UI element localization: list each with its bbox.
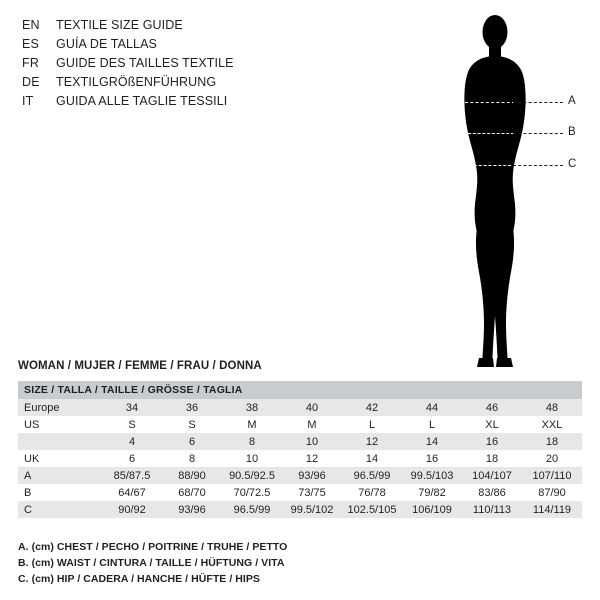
row-label-europe: Europe xyxy=(18,399,102,416)
language-text-it: GUIDA ALLE TAGLIE TESSILI xyxy=(56,94,228,108)
cell: 87/90 xyxy=(522,484,582,501)
row-label-uk: UK xyxy=(18,450,102,467)
cell: 96.5/99 xyxy=(222,501,282,518)
cell: 16 xyxy=(402,450,462,467)
cell: 44 xyxy=(402,399,462,416)
section-title-woman: WOMAN / MUJER / FEMME / FRAU / DONNA xyxy=(18,360,262,372)
language-code-it: IT xyxy=(22,94,34,108)
language-row-de xyxy=(22,75,352,94)
size-table xyxy=(18,381,582,518)
cell: 42 xyxy=(342,399,402,416)
cell: 10 xyxy=(282,433,342,450)
table-row xyxy=(18,433,582,450)
cell: S xyxy=(162,416,222,433)
note-b: B. (cm) WAIST / CINTURA / TAILLE / HÜFTUNG / VITA xyxy=(18,557,285,569)
cell: 48 xyxy=(522,399,582,416)
cell: S xyxy=(102,416,162,433)
table-row xyxy=(18,450,582,467)
language-row-fr xyxy=(22,56,352,75)
cell: L xyxy=(402,416,462,433)
language-code-de: DE xyxy=(22,75,40,89)
cell: 64/67 xyxy=(102,484,162,501)
language-text-en: TEXTILE SIZE GUIDE xyxy=(56,18,183,32)
cell: 110/113 xyxy=(462,501,522,518)
cell: 40 xyxy=(282,399,342,416)
measure-line-a-outer xyxy=(513,102,563,103)
cell: 114/119 xyxy=(522,501,582,518)
language-code-es: ES xyxy=(22,37,40,51)
cell: 20 xyxy=(522,450,582,467)
row-label-us: US xyxy=(18,416,102,433)
language-text-es: GUÍA DE TALLAS xyxy=(56,37,157,51)
cell: 10 xyxy=(222,450,282,467)
cell: 46 xyxy=(462,399,522,416)
cell: 102.5/105 xyxy=(342,501,402,518)
row-label-c: C xyxy=(18,501,102,518)
cell: 4 xyxy=(102,433,162,450)
table-header-cell: SIZE / TALLA / TAILLE / GRÖSSE / TAGLIA xyxy=(18,381,582,399)
cell: XL xyxy=(462,416,522,433)
cell: 8 xyxy=(222,433,282,450)
measure-label-a: A xyxy=(568,95,576,107)
cell: 76/78 xyxy=(342,484,402,501)
measure-line-b-outer xyxy=(513,133,563,134)
cell: 38 xyxy=(222,399,282,416)
measure-line-c-outer xyxy=(513,165,563,166)
cell: 79/82 xyxy=(402,484,462,501)
woman-silhouette-icon xyxy=(420,10,570,370)
figure-diagram xyxy=(400,10,590,370)
cell: L xyxy=(342,416,402,433)
cell: M xyxy=(282,416,342,433)
cell: 18 xyxy=(462,450,522,467)
cell: 96.5/99 xyxy=(342,467,402,484)
cell: 70/72.5 xyxy=(222,484,282,501)
language-code-en: EN xyxy=(22,18,40,32)
cell: 83/86 xyxy=(462,484,522,501)
table-row xyxy=(18,399,582,416)
cell: 68/70 xyxy=(162,484,222,501)
cell: 90.5/92.5 xyxy=(222,467,282,484)
cell: 93/96 xyxy=(162,501,222,518)
cell: 73/75 xyxy=(282,484,342,501)
note-a: A. (cm) CHEST / PECHO / POITRINE / TRUHE / PETTO xyxy=(18,541,288,553)
measure-line-a-inner xyxy=(465,102,515,103)
cell: 106/109 xyxy=(402,501,462,518)
cell: 12 xyxy=(282,450,342,467)
row-label-b: B xyxy=(18,484,102,501)
cell: 12 xyxy=(342,433,402,450)
row-label-us-numeric xyxy=(18,433,102,450)
language-row-en xyxy=(22,18,352,37)
cell: 90/92 xyxy=(102,501,162,518)
cell: 14 xyxy=(402,433,462,450)
size-table-wrapper xyxy=(18,381,582,518)
cell: 85/87.5 xyxy=(102,467,162,484)
note-c: C. (cm) HIP / CADERA / HANCHE / HÜFTE / HIPS xyxy=(18,573,260,585)
table-row xyxy=(18,467,582,484)
cell: 107/110 xyxy=(522,467,582,484)
cell: 88/90 xyxy=(162,467,222,484)
table-row xyxy=(18,501,582,518)
cell: 36 xyxy=(162,399,222,416)
table-row xyxy=(18,416,582,433)
cell: 99.5/103 xyxy=(402,467,462,484)
language-text-de: TEXTILGRÖßENFÜHRUNG xyxy=(56,75,217,89)
row-label-a: A xyxy=(18,467,102,484)
language-text-fr: GUIDE DES TAILLES TEXTILE xyxy=(56,56,234,70)
cell: 8 xyxy=(162,450,222,467)
measure-label-c: C xyxy=(568,158,577,170)
cell: 14 xyxy=(342,450,402,467)
cell: 6 xyxy=(102,450,162,467)
cell: 34 xyxy=(102,399,162,416)
table-row xyxy=(18,484,582,501)
measure-line-c-inner xyxy=(464,165,516,166)
cell: 93/96 xyxy=(282,467,342,484)
cell: 18 xyxy=(522,433,582,450)
language-code-fr: FR xyxy=(22,56,40,70)
measure-line-b-inner xyxy=(468,133,514,134)
measurement-notes xyxy=(18,541,578,589)
cell: 104/107 xyxy=(462,467,522,484)
language-row-it xyxy=(22,94,352,113)
language-title-block xyxy=(22,18,352,113)
cell: 6 xyxy=(162,433,222,450)
cell: 16 xyxy=(462,433,522,450)
table-header-row xyxy=(18,381,582,399)
cell: 99.5/102 xyxy=(282,501,342,518)
language-row-es xyxy=(22,37,352,56)
cell: M xyxy=(222,416,282,433)
cell: XXL xyxy=(522,416,582,433)
measure-label-b: B xyxy=(568,126,576,138)
